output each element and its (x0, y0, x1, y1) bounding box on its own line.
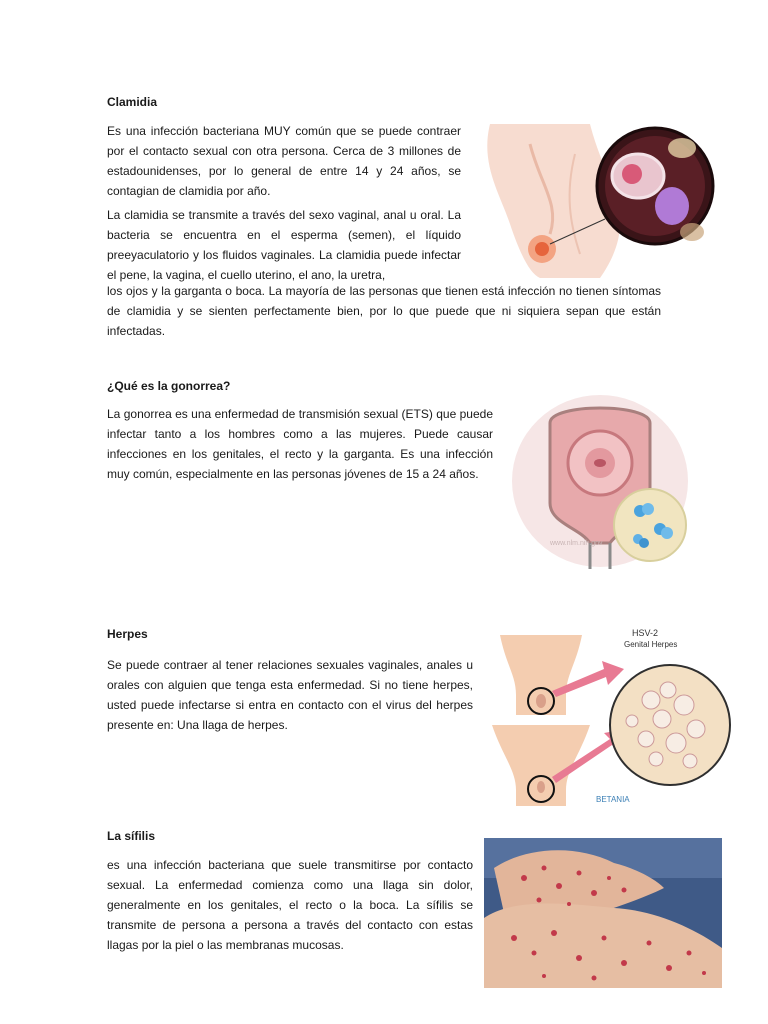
betania-logo: BETANIA (596, 795, 630, 804)
paragraph-clamidia-2: La clamidia se transmite a través del sexo vaginal, anal u oral. La bacteria se encuentra en el esperma (semen), el líquido preeyaculatorio y los fluidos vaginales. La clamidia puede infectar el pene, la vagina, el cuello uterino, el ano, la uretra, (107, 208, 461, 282)
paragraph-gonorrea: La gonorrea es una enfermedad de transmisión sexual (ETS) que puede infectar tanto a los hombres como a las mujeres. Puede causar infecciones en los genitales, el recto y la garganta. Es una infección muy común, especialmente en las personas jóvenes de 15 a 24 años. (107, 407, 493, 481)
herpes-figure-title: HSV-2 (632, 628, 659, 638)
paragraph-sifilis: es una infección bacteriana que suele transmitirse por contacto sexual. La enfermedad comienza como una llaga sin dolor, generalmente en los genitales, el recto o la boca. La sífilis se transmite de persona a persona a través del contacto con estas llagas por la piel o las membranas mucosas. (107, 858, 473, 952)
paragraph-clamidia-1: Es una infección bacteriana MUY común que se puede contraer por el contacto sexual con otra persona. Cerca de 3 millones de estadounidenses, por lo general de entre 14 y 24 años, se contagian de clamidia por año. (107, 124, 461, 198)
gonorrhea-illustration (510, 393, 690, 569)
section-title-herpes: Herpes (107, 627, 148, 641)
section-title-sifilis: La sífilis (107, 829, 156, 843)
paragraph-clamidia-3: los ojos y la garganta o boca. La mayoría de las personas que tienen está infección no tienen síntomas de clamidia y se sienten perfectamente bien, por lo que puede que ni siquiera sepan que están infectadas. (107, 284, 661, 338)
gonorrhea-watermark: www.nlm.nih.gov (550, 540, 603, 547)
chlamydia-illustration (470, 124, 716, 278)
section-title-gonorrea: ¿Qué es la gonorrea? (107, 379, 231, 393)
syphilis-photo (484, 838, 722, 988)
herpes-figure-subtitle: Genital Herpes (624, 640, 678, 649)
section-title-clamidia: Clamidia (107, 95, 158, 109)
herpes-illustration (486, 625, 732, 806)
paragraph-herpes: Se puede contraer al tener relaciones sexuales vaginales, anales u orales con alguien que tenga esta enfermedad. Si no tiene herpes, usted puede infectarse si entra en contacto con el virus del herpes presente en: Una llaga de herpes. (107, 658, 473, 732)
